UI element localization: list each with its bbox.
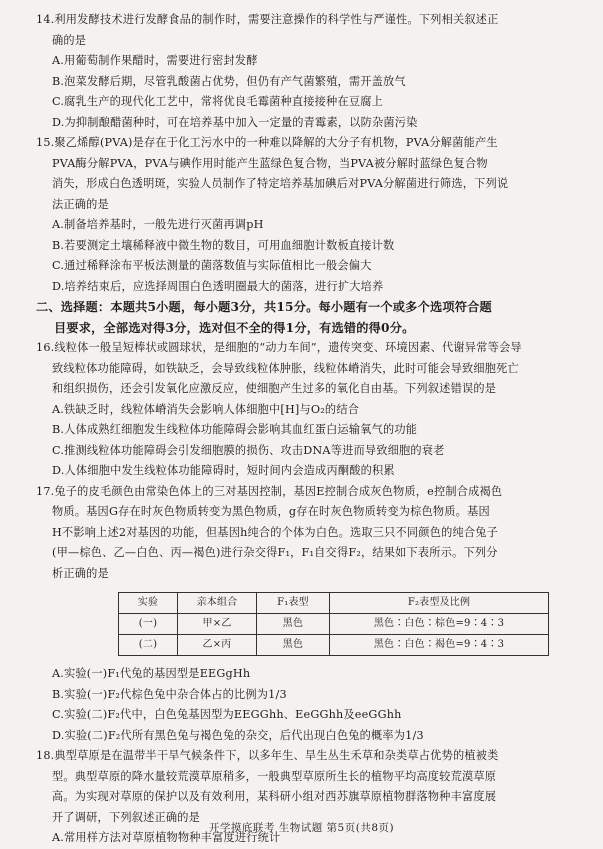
column-header: F₂表型及比例 [330, 593, 549, 614]
table-cell: (一) [119, 614, 178, 635]
option-d: D.为抑制酿醋菌种时，可在培养基中加入一定量的青霉素，以防杂菌污染 [52, 115, 418, 129]
table-cell: 黑色∶白色∶褐色=9∶4∶3 [330, 635, 549, 656]
question-stem-line: 高。为实现对草原的保护以及有效利用，某科研小组对西苏旗草原植物群落物种丰富度展 [52, 790, 497, 803]
option-b: B.实验(一)F₂代棕色兔中杂合体占的比例为1/3 [52, 687, 287, 701]
option-b: B.若要测定土壤稀释液中微生物的数目，可用血细胞计数板直接计数 [52, 238, 395, 252]
table-row [119, 614, 549, 635]
question-stem-line: 开了调研，下列叙述正确的是 [52, 810, 201, 824]
option-a: A.常用样方法对草原植物物种丰富度进行统计 [52, 831, 281, 844]
option-d: D.实验(二)F₂代所有黑色兔与褐色兔的杂交，后代出现白色兔的概率为1/3 [52, 728, 424, 742]
table-cell: 黑色 [257, 614, 330, 635]
option-d: D.人体细胞中发生线粒体功能障碍时，短时间内会造成丙酮酸的积累 [52, 464, 395, 477]
question-stem-line: 16.线粒体一般呈短棒状或圆球状，是细胞的“动力车间”，遗传突变、环境因素、代谢异常等会导 [36, 341, 522, 354]
table-cell: (二) [119, 635, 178, 656]
option-a: A.制备培养基时，一般先进行灭菌再调pH [52, 218, 264, 231]
column-header: 亲本组合 [178, 593, 257, 614]
question-stem-line: PVA酶分解PVA，PVA与碘作用时能产生蓝绿色复合物，当PVA被分解时蓝绿色复合物 [52, 156, 488, 170]
question-17 [36, 482, 583, 747]
question-stem-line: 确的是 [52, 33, 87, 47]
option-a: A.铁缺乏时，线粒体嵴消失会影响人体细胞中[H]与O₂的结合 [52, 402, 360, 416]
section-instructions: 目要求，全部选对得3分，选对但不全的得1分，有选错的得0分。 [54, 320, 415, 335]
question-stem-line: 14.利用发酵技术进行发酵食品的制作时，需要注意操作的科学性与严谨性。下列相关叙述正 [36, 13, 499, 26]
option-c: C.腐乳生产的现代化工艺中，常将优良毛霉菌种直接接种在豆腐上 [52, 95, 383, 108]
table-cell: 黑色 [257, 635, 330, 656]
column-header: 实验 [119, 593, 178, 614]
question-stem-line: 物质。基因G存在时灰色物质转变为黑色物质，g存在时灰色物质转变为棕色物质。基因 [52, 505, 490, 518]
option-b: B.泡菜发酵后期，尽管乳酸菌占优势，但仍有产气菌繁殖，需开盖放气 [52, 74, 406, 88]
option-c: C.通过稀释涂布平板法测量的菌落数值与实际值相比一般会偏大 [52, 259, 372, 272]
question-stem-line: 18.典型草原是在温带半干旱气候条件下，以多年生、旱生丛生禾草和杂类草占优势的植被类 [36, 749, 499, 762]
page-footer: 开学摸底联考 生物试题 第5页(共8页) [208, 821, 395, 834]
question-stem-line: H不影响上述2对基因的功能，但基因h纯合的个体为白色。选取三只不同颜色的纯合兔子 [52, 525, 499, 539]
question-stem-line: 和组织损伤，还会引发氧化应激反应，使细胞产生过多的氧化自由基。下列叙述错误的是 [52, 382, 497, 395]
section-2-header [36, 297, 583, 338]
cross-results-table [118, 592, 549, 656]
question-stem-line: (甲—棕色、乙—白色、丙—褐色)进行杂交得F₁，F₁自交得F₂，结果如下表所示。下列分 [52, 546, 498, 559]
option-d: D.培养结束后，应选择周围白色透明圈最大的菌落，进行扩大培养 [52, 279, 384, 293]
question-stem-line: 型。典型草原的降水量较荒漠草原稍多，一般典型草原所生长的植物平均高度较荒漠草原 [52, 769, 497, 783]
section-heading: 二、选择题：本题共5小题，每小题3分，共15分。每小题有一个或多个选项符合题 [36, 300, 492, 314]
table-cell: 乙×丙 [178, 635, 257, 656]
question-stem-line: 致线粒体功能障碍，如铁缺乏，会导致线粒体肿胀，线粒体嵴消失，此时可能会导致细胞死亡 [52, 361, 519, 375]
table-cell: 甲×乙 [178, 614, 257, 635]
question-14 [36, 10, 583, 133]
option-c: C.推测线粒体功能障碍会引发细胞膜的损伤、攻击DNA等进而导致细胞的衰老 [52, 443, 445, 457]
question-stem-line: 17.兔子的皮毛颜色由常染色体上的三对基因控制，基因E控制合成灰色物质，e控制合成褐色 [36, 484, 503, 498]
question-16 [36, 338, 583, 482]
option-b: B.人体成熟红细胞发生线粒体功能障碍会影响其血红蛋白运输氧气的功能 [52, 423, 418, 436]
table-cell: 黑色∶白色∶棕色=9∶4∶3 [330, 614, 549, 635]
question-stem-line: 消失，形成白色透明斑，实验人员制作了特定培养基加碘后对PVA分解菌进行筛选，下列说 [52, 177, 509, 190]
question-15 [36, 133, 583, 297]
option-c: C.实验(二)F₂代中，白色兔基因型为EEGGhh、EeGGhh及eeGGhh [52, 708, 402, 721]
table-header-row [119, 593, 549, 614]
question-stem-line: 析正确的是 [52, 566, 109, 580]
column-header: F₁表型 [257, 593, 330, 614]
question-stem-line: 法正确的是 [52, 197, 109, 211]
question-stem-line: 15.聚乙烯醇(PVA)是存在于化工污水中的一种难以降解的大分子有机物，PVA分解菌能产生 [36, 136, 498, 149]
option-a: A.用葡萄制作果醋时，需要进行密封发酵 [52, 54, 258, 67]
table-row [119, 635, 549, 656]
option-a: A.实验(一)F₁代兔的基因型是EEGgHh [52, 667, 251, 680]
